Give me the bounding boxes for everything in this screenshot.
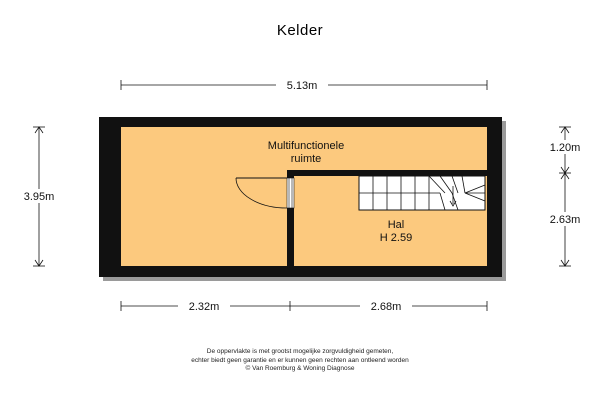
dimension-bottom-right-label: 2.68m	[370, 301, 402, 313]
dimension-right-lower-label: 2.63m	[549, 214, 581, 226]
dimension-top-label: 5.13m	[286, 80, 318, 92]
disclaimer-line-2: echter biedt geen garantie en er kunnen geen rechten aan ontleend worden	[191, 356, 409, 364]
room-height-hal: H 2.59	[379, 232, 413, 244]
door-opening	[287, 178, 294, 208]
room-label-multifunctional-line1: Multifunctionele	[267, 140, 345, 152]
disclaimer-copyright: © Van Roemburg & Woning Diagnose	[245, 365, 355, 372]
dimension-bottom-left-label: 2.32m	[188, 301, 220, 313]
room-label-multifunctional-line2: ruimte	[290, 153, 322, 165]
dimension-bottom	[121, 299, 487, 312]
floor-title: Kelder	[276, 22, 324, 39]
disclaimer-line-1: De oppervlakte is met grootst mogelijke zorgvuldigheid gemeten,	[206, 348, 394, 355]
staircase	[359, 176, 485, 210]
dimension-left-label: 3.95m	[23, 191, 55, 203]
interior-wall-horizontal	[287, 170, 487, 176]
room-label-hal: Hal	[387, 219, 405, 231]
dimension-right-upper-label: 1.20m	[549, 142, 581, 154]
disclaimer	[0, 348, 600, 374]
